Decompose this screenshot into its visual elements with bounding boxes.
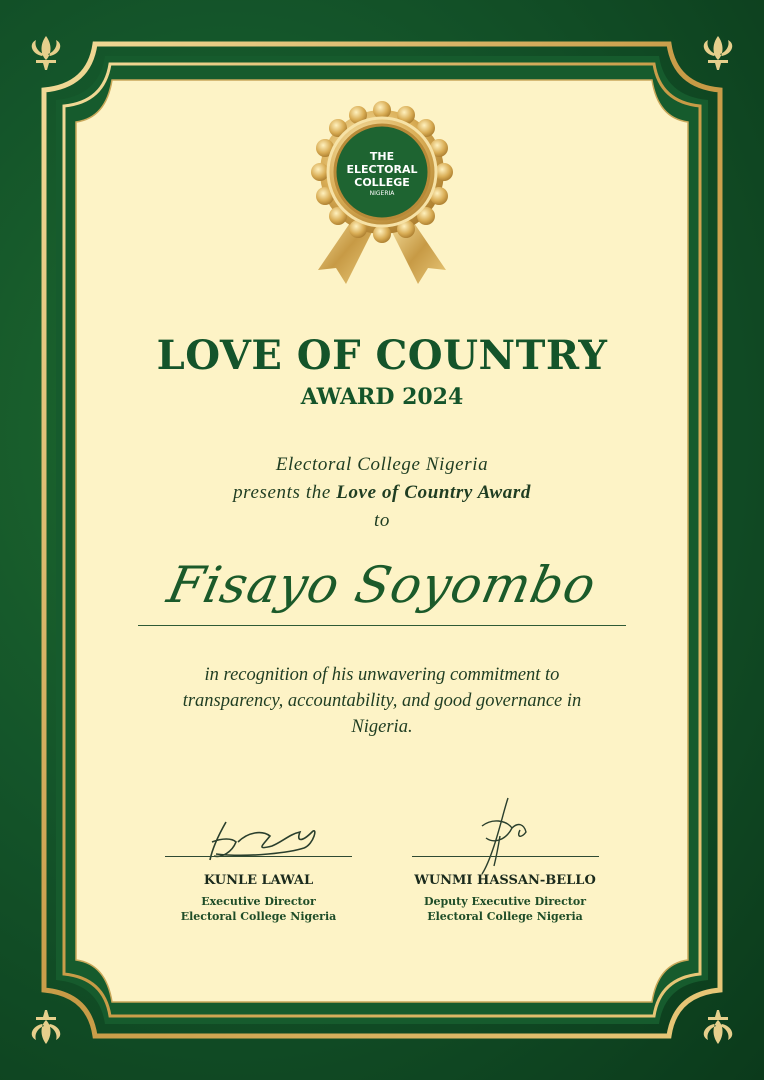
seal-line-4: NIGERIA: [369, 190, 395, 197]
seal-line-3: COLLEGE: [354, 176, 410, 189]
seal-label: [322, 150, 442, 198]
seal-line-1: THE: [369, 150, 395, 163]
signatory-1-name: KUNLE LAWAL: [203, 873, 314, 888]
signature-line-2: [412, 856, 599, 857]
recipient-name: Fisayo Soyombo: [162, 556, 602, 614]
signatory-2-name: WUNMI HASSAN-BELLO: [414, 873, 596, 888]
signatory-2-org: Electoral College Nigeria: [427, 910, 583, 923]
award-title: LOVE OF COUNTRY: [156, 332, 608, 379]
presenter-line: Electoral College Nigeria: [275, 454, 489, 475]
signatory-2-role: Deputy Executive Director: [423, 895, 587, 908]
seal-line-2: ELECTORAL: [346, 163, 418, 176]
signatory-1-role: Executive Director: [201, 895, 316, 908]
recipient-underline: [138, 625, 626, 626]
signatory-1-org: Electoral College Nigeria: [180, 910, 337, 923]
award-subtitle: AWARD 2024: [300, 384, 464, 410]
award-name: Love of Country Award: [336, 482, 531, 503]
signature-line-1: [165, 856, 352, 857]
citation-text: in recognition of his unwavering commitment to transparency, accountability, and good governance in Nigeria.: [182, 665, 582, 737]
presents-line: [0, 482, 764, 504]
presents-prefix: presents the: [233, 482, 331, 503]
to-line: to: [374, 510, 390, 531]
